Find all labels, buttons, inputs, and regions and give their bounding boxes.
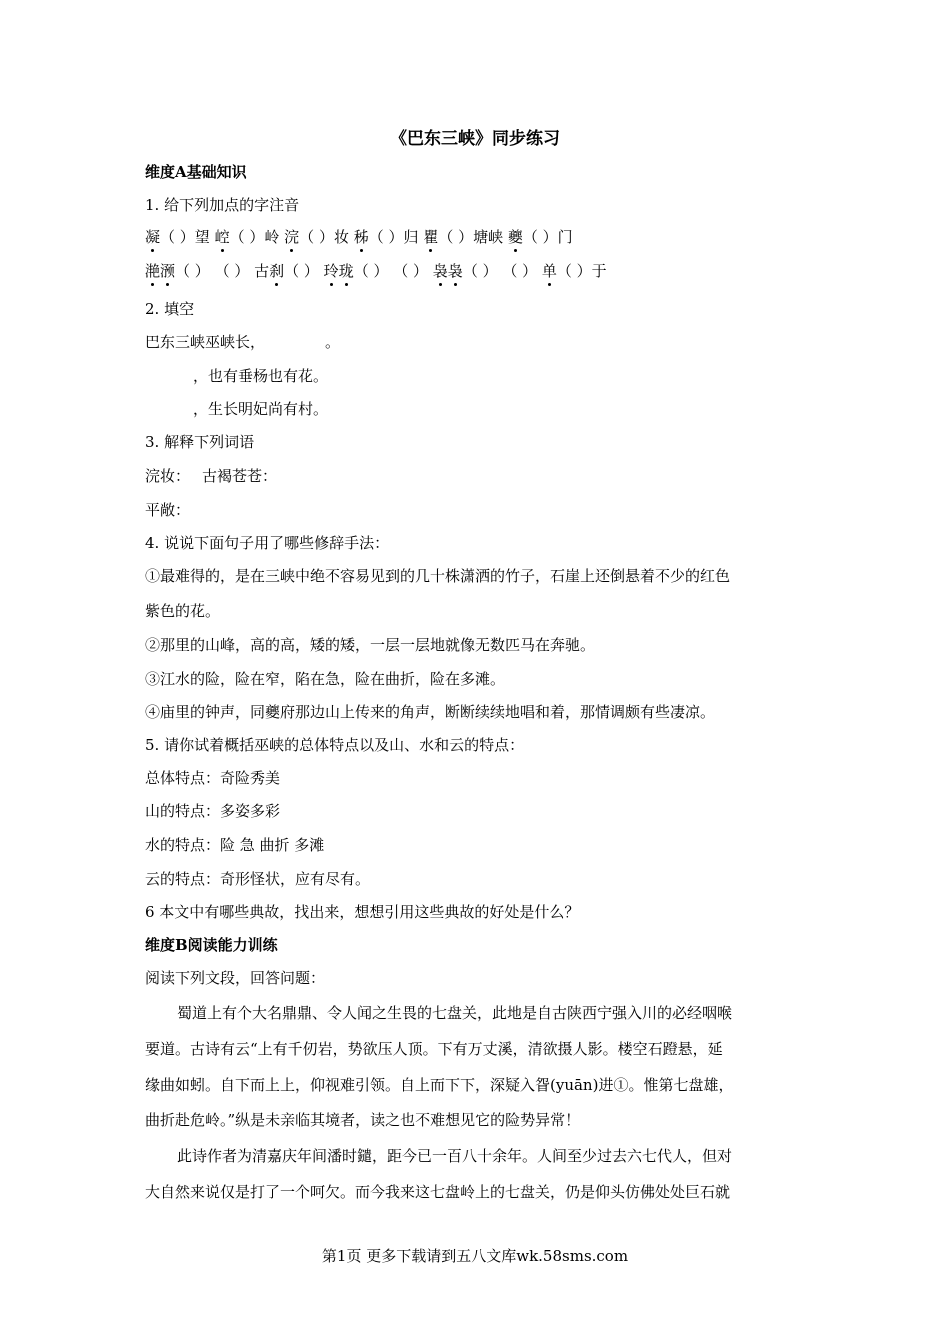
fill-text: 巴东三峡巫峡长， — [145, 333, 266, 351]
q5-cloud: 云的特点：奇形怪状，应有尽有。 — [145, 870, 371, 888]
answer-blank: （ ）岭 — [229, 228, 280, 246]
q3-label: 3. 解释下列词语 — [145, 433, 255, 451]
answer-blank: （ ） （ ） 古 — [175, 262, 270, 280]
dotted-char: 崆 — [214, 228, 230, 246]
page-title: 《巴东三峡》同步练习 — [390, 129, 560, 149]
term-label: 古褐苍苍： — [202, 467, 278, 485]
dotted-char: 滪 — [160, 262, 176, 280]
q2-line2: ，也有垂杨也有花。 — [193, 367, 329, 385]
q6-label: 6 本文中有哪些典故，找出来，想想引用这些典故的好处是什么？ — [145, 903, 580, 921]
dotted-char: 袅 — [447, 262, 463, 280]
dotted-char: 单 — [541, 262, 557, 280]
q4-sentence2: ②那里的山峰，高的高，矮的矮，一层一层地就像无数匹马在奔驰。 — [145, 636, 596, 654]
dotted-char: 秭 — [353, 228, 369, 246]
section-b-heading: 维度B阅读能力训练 — [145, 936, 278, 954]
answer-blank: （ ） （ ） — [353, 262, 433, 280]
dotted-char: 珑 — [338, 262, 354, 280]
passage-line: 大自然来说仅是打了一个呵欠。而今我来这七盘岭上的七盘关，仍是仰头仿佛处处巨石就 — [145, 1183, 731, 1201]
q5-water: 水的特点：险 急 曲折 多滩 — [145, 836, 325, 854]
dotted-char: 瞿 — [423, 228, 439, 246]
answer-blank: （ ）归 — [368, 228, 419, 246]
passage-line: 曲折赴危岭。”纵是未亲临其境者，读之也不难想见它的险势异常！ — [145, 1111, 581, 1129]
passage-line: 要道。古诗有云“上有千仞岩，势欲压人顶。下有万丈溪，清欲摄人影。楼空石蹬悬，延 — [145, 1040, 723, 1058]
q4-label: 4. 说说下面句子用了哪些修辞手法： — [145, 534, 390, 552]
q4-sentence4: ④庙里的钟声，同夔府那边山上传来的角声，断断续续地唱和着，那情调颇有些凄凉。 — [145, 703, 716, 721]
reading-intro: 阅读下列文段，回答问题： — [145, 969, 326, 987]
q5-mountain: 山的特点：多姿多彩 — [145, 802, 281, 820]
dotted-char: 夔 — [507, 228, 523, 246]
term-label: 浣妆： — [145, 467, 191, 485]
passage-line: 蜀道上有个大名鼎鼎、令人闻之生畏的七盘关，此地是自古陕西宁强入川的必经咽喉 — [177, 1004, 733, 1022]
q2-label: 2. 填空 — [145, 300, 195, 318]
q1-label: 1. 给下列加点的字注音 — [145, 196, 300, 214]
q5-overall: 总体特点：奇险秀美 — [145, 769, 281, 787]
section-a-heading: 维度A基础知识 — [145, 163, 247, 181]
q1-row2 — [145, 261, 815, 281]
dotted-char: 刹 — [269, 262, 285, 280]
answer-blank: （ ）于 — [556, 262, 607, 280]
q3-line2: 平敞： — [145, 501, 191, 519]
q4-sentence1a: ①最难得的，是在三峡中绝不容易见到的几十株潇洒的竹子，石崖上还倒悬着不少的红色 — [145, 567, 731, 585]
q1-row1 — [145, 227, 815, 247]
page-footer: 第1页 更多下载请到五八文库wk.58sms.com — [321, 1247, 629, 1265]
passage-line: 缘曲如蚓。自下而上上，仰视难引领。自上而下下，深疑入眢(yuān)进①。惟第七盘雄， — [145, 1076, 734, 1094]
answer-blank: （ ） （ ） — [462, 262, 542, 280]
dotted-char: 玲 — [323, 262, 339, 280]
answer-blank: （ ）门 — [522, 228, 573, 246]
q4-sentence1b: 紫色的花。 — [145, 602, 221, 620]
q4-sentence3: ③江水的险，险在窄，陷在急，险在曲折，险在多滩。 — [145, 670, 506, 688]
answer-blank: （ ）望 — [160, 228, 210, 246]
q2-line1 — [145, 332, 815, 352]
q5-label: 5. 请你试着概括巫峡的总体特点以及山、水和云的特点： — [145, 736, 525, 754]
fill-text-end: 。 — [325, 333, 341, 351]
passage-line: 此诗作者为清嘉庆年间潘时鑓，距今已一百八十余年。人间至少过去六七代人，但对 — [177, 1147, 733, 1165]
dotted-char: 浣 — [284, 228, 300, 246]
answer-blank: （ ） — [284, 262, 324, 280]
dotted-char: 滟 — [145, 262, 161, 280]
q2-line3: ，生长明妃尚有村。 — [193, 400, 329, 418]
answer-blank: （ ）妆 — [299, 228, 349, 246]
answer-blank: （ ）塘峡 — [438, 228, 504, 246]
dotted-char: 袅 — [432, 262, 448, 280]
dotted-char: 凝 — [145, 228, 161, 246]
q3-line1 — [145, 466, 815, 486]
